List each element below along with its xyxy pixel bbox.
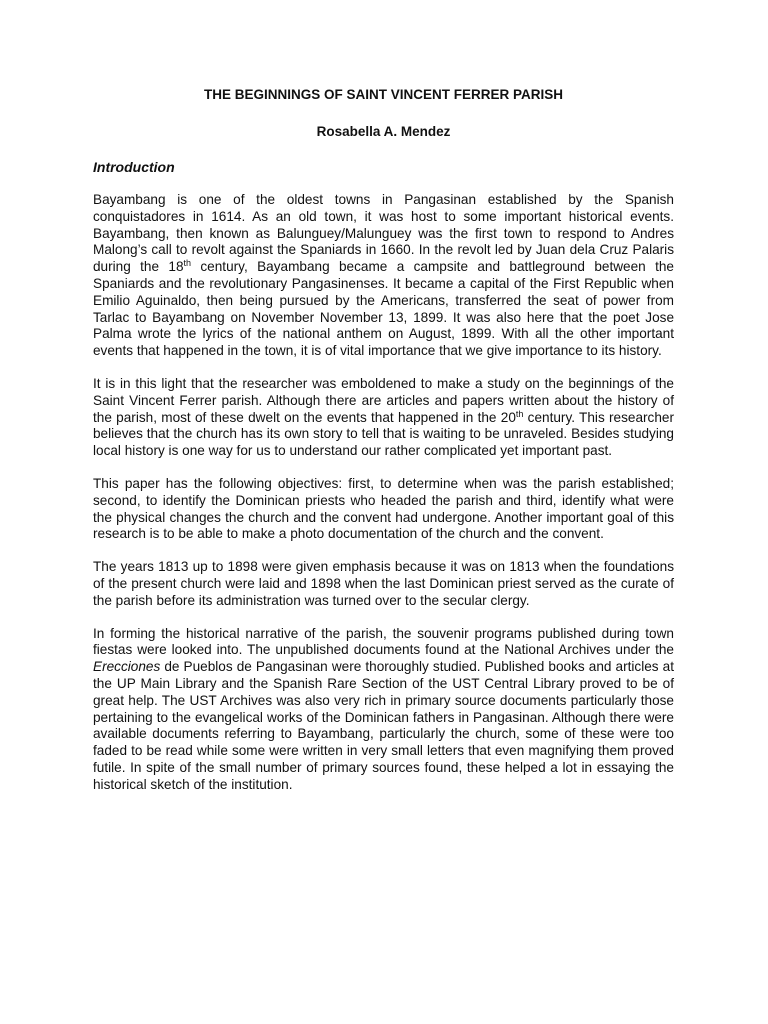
paragraph-3: This paper has the following objectives: first, to determine when was the parish established; second, to identify the Dominican priests who headed the parish and third, identify what were the physical changes the church and the convent had undergone. Another important goal of this research is to be able to make a photo documentation of the church and the convent. [93,475,674,542]
paragraph-2-text-a: It is in this light that the researcher was emboldened to make a study on the beginnings of the Saint Vincent Ferrer parish. Although there are articles and papers written about the history of the parish, most of these dwelt on the events that happened in the 20 [93,375,674,425]
section-heading-introduction: Introduction [93,159,175,175]
paragraph-5 [93,626,674,794]
paragraph-1-text-a: Bayambang is one of the oldest towns in Pangasinan established by the Spanish conquistadores in 1614. As an old town, it was host to some important historical events. Bayambang, then known as Balunguey/Malunguey was the first town to respond to Andres Malong’s call to revolt against the Spaniards in 1660. In the revolt led by Juan dela Cruz Palaris during the 18 [93,192,674,275]
paragraph-2 [93,376,674,460]
italic-term: Erecciones [93,659,161,675]
paragraph-1 [93,192,674,360]
ordinal-suffix: th [183,258,192,269]
paragraph-5-text-b: de Pueblos de Pangasinan were thoroughly studied. Published books and articles at the UP Main Library and the Spanish Rare Section of the UST Central Library proved to be of great help. The UST Archives was also very rich in primary source documents particularly those pertaining to the evangelical works of the Dominican fathers in Pangasinan. Although there were available documents referring to Bayambang, particularly the church, some of these were too faded to be read while some were written in very small letters that even magnifying them proved futile. In spite of the small number of primary sources found, these helped a lot in essaying the historical sketch of the institution. [93,659,674,792]
author-name: Rosabella A. Mendez [316,124,451,139]
paragraph-1-text-b: century, Bayambang became a campsite and battleground between the Spaniards and the revolutionary Pangasinenses. It became a capital of the First Republic when Emilio Aguinaldo, then being pursued by the Americans, transferred the seat of power from Tarlac to Bayambang on November November 13, 1899. It was also here that the poet Jose Palma wrote the lyrics of the national anthem on August, 1899. With all the other important events that happened in the town, it is of vital importance that we give importance to its history. [93,259,674,359]
paragraph-5-text-a: In forming the historical narrative of the parish, the souvenir programs published during town fiestas were looked into. The unpublished documents found at the National Archives under the [93,625,674,658]
ordinal-suffix: th [515,408,524,419]
document-title: THE BEGINNINGS OF SAINT VINCENT FERRER PARISH [203,87,564,102]
paragraph-4: The years 1813 up to 1898 were given emphasis because it was on 1813 when the foundations of the present church were laid and 1898 when the last Dominican priest served as the curate of the parish before its administration was turned over to the secular clergy. [93,559,674,608]
paragraph-2-text-b: century. This researcher believes that the church has its own story to tell that is waiting to be unraveled. Besides studying local history is one way for us to understand our rather complicated yet important past. [93,409,674,459]
